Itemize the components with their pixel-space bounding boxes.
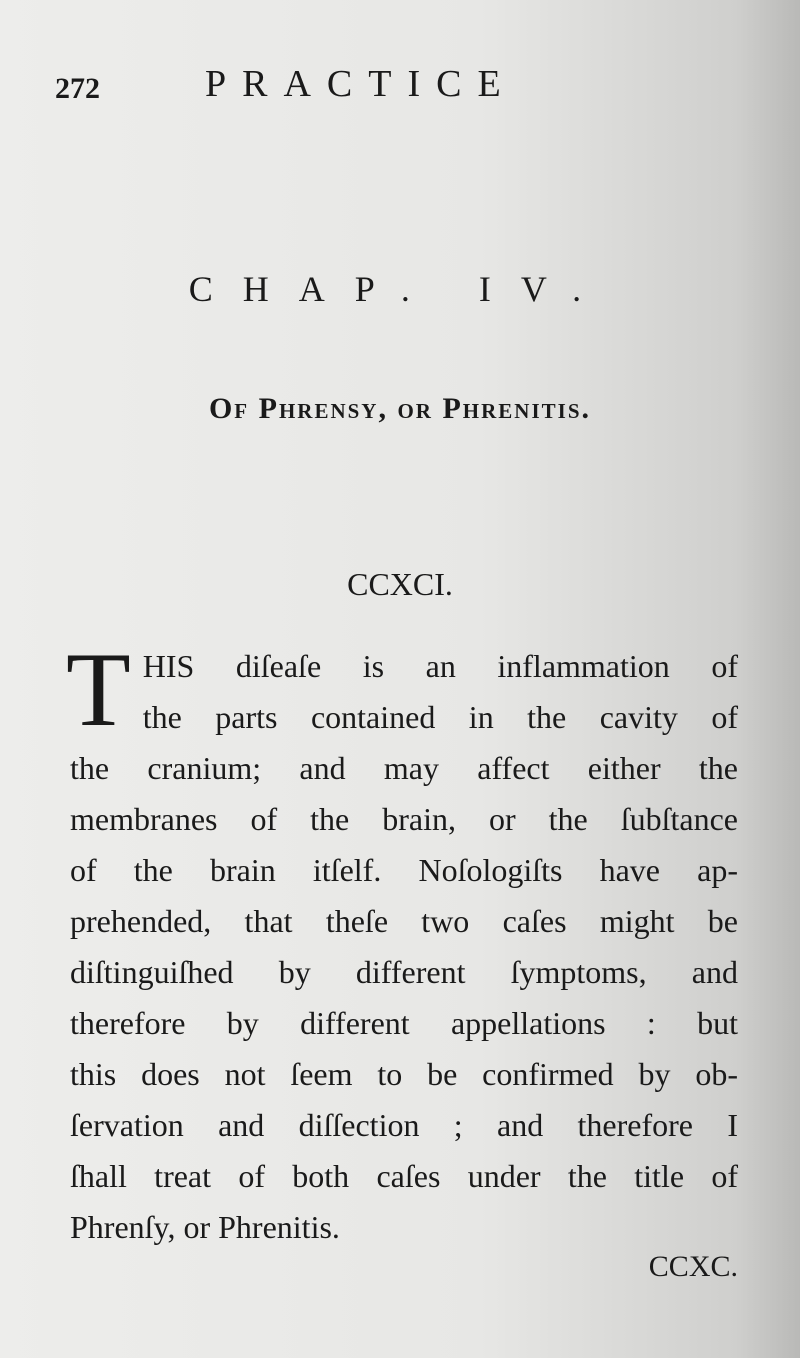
text-line: the cranium; and may affect either the [70, 750, 738, 786]
page-number: 272 [55, 72, 100, 105]
running-head: PRACTICE [205, 63, 517, 105]
text-line: ſhall treat of both caſes under the title of [70, 1158, 738, 1194]
text-line: of the brain itſelf. Noſologiſts have ap- [70, 852, 738, 888]
text-line: Phrenſy, or Phrenitis. [70, 1209, 340, 1245]
chapter-title: CHAP. IV. [188, 269, 612, 309]
text-line: ſervation and diſſection ; and therefore I [70, 1107, 738, 1143]
text-line: membranes of the brain, or the ſubſtance [70, 801, 738, 837]
page-header [55, 62, 740, 112]
chapter-subtitle: Of Phrensy, or Phrenitis. [208, 392, 592, 425]
text-line: the parts contained in the cavity of [142, 699, 738, 735]
text-line: therefore by different appellations : but [70, 1005, 738, 1041]
text-line: diſtinguiſhed by different ſymptoms, and [70, 954, 738, 990]
show-through-text [60, 120, 760, 390]
section-number: CCXCI. [347, 566, 453, 602]
body-paragraph [66, 631, 738, 1253]
text-line: prehended, that theſe two caſes might be [70, 903, 738, 939]
drop-cap: T [66, 631, 131, 748]
text-line: this does not ſeem to be confirmed by ob- [70, 1056, 738, 1092]
catchword: CCXC. [648, 1250, 738, 1283]
text-line: HIS diſeaſe is an inflammation of [142, 648, 738, 684]
